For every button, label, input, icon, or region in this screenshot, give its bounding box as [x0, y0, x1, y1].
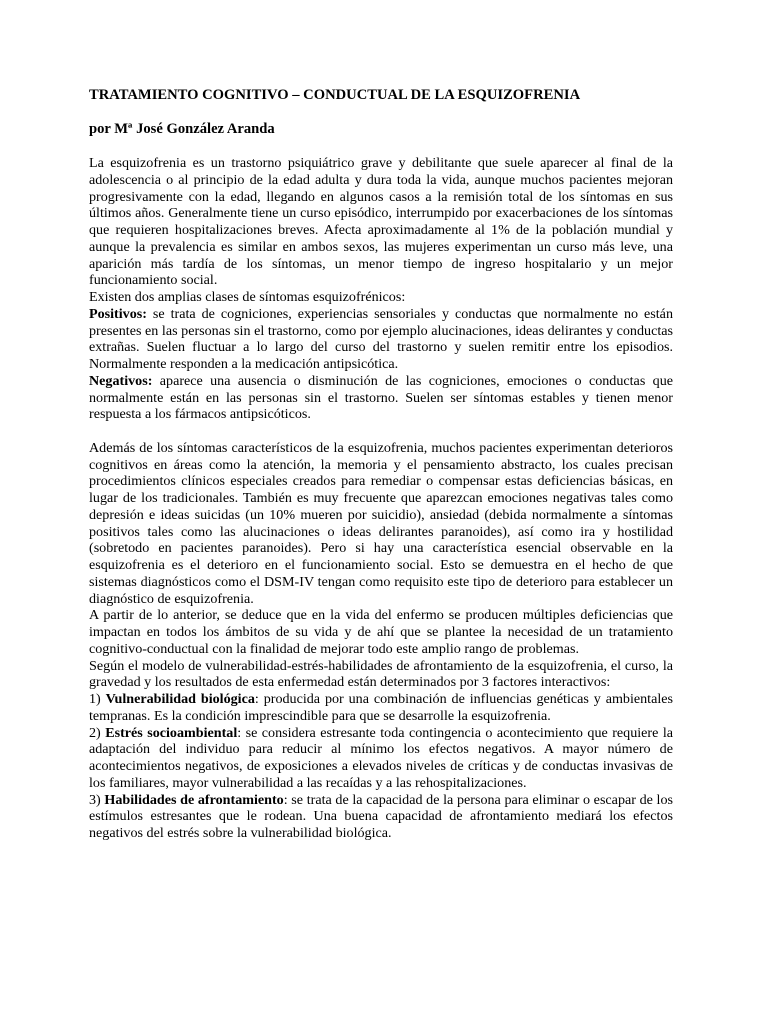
model-paragraph: Según el modelo de vulnerabilidad-estrés-habilidades de afrontamiento de la esquizofrenia, el curso, la gravedad y los resultados de esta enfermedad están determinados por 3 factores interactivos: [89, 657, 673, 691]
factor-number: 2) [89, 724, 106, 741]
factor-text: : se trata de la capacidad de la persona para eliminar o escapar de los estímulos estresantes que le rodean. Una buena capacidad de afrontamiento mediará los efectos negativos del estrés sobre la vulnerabilidad biológica. [89, 791, 673, 841]
factor-label: Vulnerabilidad biológica [105, 691, 255, 707]
factor-number: 1) [89, 691, 106, 707]
symptom-classes-intro: Existen dos amplias clases de síntomas esquizofrénicos: [89, 289, 406, 305]
positive-symptoms-label: Positivos: [89, 305, 147, 322]
document-author: por Mª José González Aranda [89, 121, 275, 137]
factor-item [89, 691, 673, 725]
factor-text: : se considera estresante toda contingencia o acontecimiento que requiere la adaptación del individuo para reducir al mínimo los efectos negativos. A mayor número de acontecimientos negativos, de exposiciones a elevados niveles de críticas y de conductas invasivas de los familiares, mayor vulnerabilidad a las recaídas y a las rehospitalizaciones. [89, 724, 673, 791]
factor-text: : producida por una combinación de influencias genéticas y ambientales tempranas. Es la condición imprescindible para que se desarrolle la esquizofrenia. [89, 691, 674, 724]
cognitive-deficits-paragraph: Además de los síntomas característicos de la esquizofrenia, muchos pacientes experimentan deterioros cognitivos en áreas como la atención, la memoria y el pensamiento abstracto, los cuales precisan procedimientos clínicos especiales creados para remediar o compensar estas deficiencias básicas, en lugar de los tradicionales. También es muy frecuente que aparezcan emociones negativas tales como depresión e ideas suicidas (un 10% mueren por suicidio), ansiedad (debida normalmente a síntomas positivos tales como las alucinaciones o ideas delirantes paranoides), así como ira y hostilidad (sobretodo en pacientes paranoides). Pero si hay una característica esencial observable en la esquizofrenia es el deterioro en el funcionamiento social. Esto se demuestra en el hecho de que sistemas diagnósticos como el DSM-IV tengan como requisito este tipo de deterioro para establecer un diagnóstico de esquizofrenia. [89, 439, 673, 607]
factor-item [89, 792, 673, 842]
factor-item [89, 725, 673, 792]
factor-label: Habilidades de afrontamiento [104, 791, 284, 808]
intro-paragraph: La esquizofrenia es un trastorno psiquiátrico grave y debilitante que suele aparecer al final de la adolescencia o al principio de la edad adulta y dura toda la vida, aunque muchos pacientes mejoran progresivamente con la edad, llegando en algunos casos a la remisión total de los síntomas en sus últimos años. Generalmente tiene un curso episódico, interrumpido por exacerbaciones de los síntomas que requieren hospitalizaciones breves. Afecta aproximadamente al 1% de la población mundial y aunque la prevalencia es similar en ambos sexos, las mujeres experimentan un curso más leve, una aparición más tardía de los síntomas, un menor tiempo de ingreso hospitalario y un mejor funcionamiento social. [89, 155, 673, 289]
negative-symptoms-paragraph [89, 373, 673, 423]
factor-number: 3) [89, 791, 105, 808]
deduction-paragraph: A partir de lo anterior, se deduce que en la vida del enfermo se producen múltiples deficiencias que impactan en todos los ámbitos de su vida y de ahí que se plantee la necesidad de un tratamiento cognitivo-conductual con la finalidad de mejorar todo este amplio rango de problemas. [89, 607, 673, 657]
document-page [89, 86, 673, 842]
negative-symptoms-label: Negativos: [89, 372, 153, 389]
factor-label: Estrés socioambiental [105, 724, 238, 741]
paragraph-gap [89, 423, 673, 440]
document-title: TRATAMIENTO COGNITIVO – CONDUCTUAL DE LA ESQUIZOFRENIA [89, 87, 581, 103]
negative-symptoms-text: aparece una ausencia o disminución de las cogniciones, emociones o conductas que normalmente están en las personas sin el trastorno. Suelen ser síntomas estables y tienen menor respuesta a los fármacos antipsicóticos. [89, 372, 673, 423]
positive-symptoms-paragraph [89, 306, 673, 373]
document-body [89, 155, 673, 842]
positive-symptoms-text: se trata de cogniciones, experiencias sensoriales y conductas que normalmente no están presentes en las personas sin el trastorno, como por ejemplo alucinaciones, ideas delirantes y conductas extrañas. Suelen fluctuar a lo largo del curso del trastorno y suelen remitir entre los episodios. Normalmente responden a la medicación antipsicótica. [89, 305, 673, 372]
